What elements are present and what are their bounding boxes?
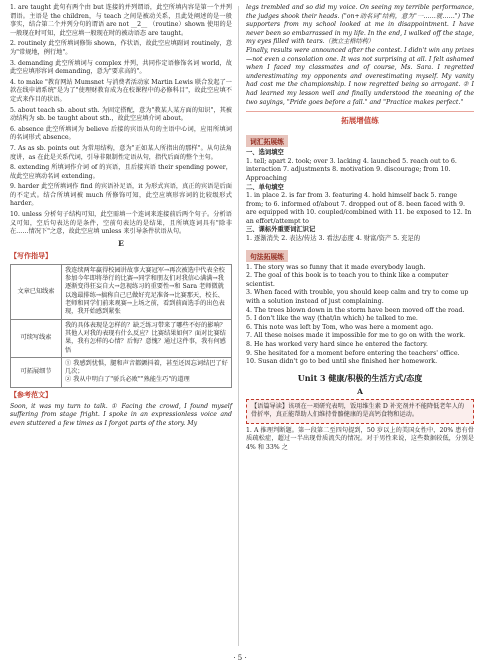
part2-title: 二、单句填空 bbox=[246, 183, 284, 191]
sentence-6: 6. This note was left by Tom, who was here a moment ago. bbox=[246, 323, 434, 331]
reading-guide-box: 【语篇导读】该项在一项研究表明，饭用维生素 D 补充剂并不能降低老年人的骨折率，真正能帮助人们维持骨骼健康的是高钙食物和运动。 bbox=[246, 399, 474, 424]
part3-answers: 1. 逐渐消失 2. 表达/传达 3. 看法/态度 4. 财富/资产 5. 充足的 bbox=[246, 235, 421, 243]
part3-title: 三、课标外重要词汇识记 bbox=[246, 226, 316, 234]
writing-guide-table bbox=[10, 264, 232, 388]
guide-content: 我连续两年赢得校园讲故事大赛冠军→再次被选中代表全校参加今年即将举行的比赛→同学和朋友们对我信心满满→我逐渐变得狂妄自大→忽视练习的重要性→和 Sara 老师微就以逸最排练→搞称自己已做好充足准备→比赛那天，校长、老师和同学们前来观赛→上场之前，看到前面选手的出色表现，我开始感到紧张 bbox=[62, 264, 232, 319]
table-row bbox=[11, 319, 232, 357]
sentence-5: 5. I don't like the way (that/in which) he talked to me. bbox=[246, 315, 418, 323]
part1-answers: 1. tell; apart 2. took; over 3. lacking 4. launched 5. reach out to 6. interaction 7. adjustments 8. motivation 9. discourage; from 10. Approaching bbox=[246, 157, 457, 182]
writing-guide-title: 【写作指导】 bbox=[10, 250, 52, 260]
sentence-8: 8. He has worked very hard since he entered the factory. bbox=[246, 341, 428, 348]
section-letter-a: A bbox=[357, 386, 363, 396]
section-banner: 拓展增值练 bbox=[246, 111, 474, 126]
note-9: 9. harder 此空所填词作 find 的宾语补足语，it 为形式宾语，真正的宾语是后面的不定式。结合所填词被 much 所修饰可知，此空应填形容词的比较级形式 harder。 bbox=[10, 183, 232, 208]
guide-label: 可续写线索 bbox=[11, 319, 62, 357]
vocab-section-tag: 词汇拓展练 bbox=[246, 135, 288, 147]
sentence-4: 4. The trees blown down in the storm have been moved off the road. bbox=[246, 306, 465, 314]
answer-notes bbox=[10, 4, 232, 237]
note-4: 4. to make "教育网站 Mumsnet 与消费者活动家 Martin Lewis 联合发起了一款在线申请系统"是为了"使理财教育成为在校课程中的必修科目"，故此空应填不定式来作目的状语。 bbox=[10, 78, 232, 103]
guide-label: 文章已知线索 bbox=[11, 264, 62, 319]
guide-content: 我的具体表现是怎样的？缺乏练习带来了哪些不好的影响？其他人对我的表现有什么反应？比赛结果如何？面对比赛结果，我有怎样的心情？后悔？意愧？通过这件事，我有何感悟 bbox=[62, 319, 232, 357]
table-row bbox=[11, 264, 232, 319]
left-column bbox=[10, 4, 232, 428]
unit-title: Unit 3 健康/积极的生活方式/态度 bbox=[297, 372, 423, 383]
note-7: 7. As as sb. points out 为常用结构，意为"正如某人所指出的那样"。从句法角度讲，as 在此是关系代词，引导非限制性定语从句，指代后面的整个主句。 bbox=[10, 144, 232, 161]
sentence-section-tag: 句法拓展练 bbox=[246, 250, 288, 262]
guide-content: ① 我感到忧惧，腿和声音都颤抖着，甚至还因忘词结巴了好几次； ② 我从中明白了"骄兵必败""熟能生巧"的道理 bbox=[62, 357, 232, 387]
reference-essay: Soon, it was my turn to talk. ① Facing the crowd, I found myself suffering from stage fright. I spoke in an expressionless voice and even stuttered a few times as I forgot parts of the story. My bbox=[10, 402, 232, 427]
section-letter-e: E bbox=[118, 238, 124, 248]
sentence-3: 3. When faced with trouble, you should keep calm and try to come up with a solution instead of just complaining. bbox=[246, 289, 469, 306]
guide-label: 可拓展细节 bbox=[11, 357, 62, 387]
column-divider bbox=[238, 6, 239, 646]
note-3: 3. demanding 此空所填词与 complex 并列，共同作定语修饰名词 world，故此空应填形容词 demanding，意为"要求高的"。 bbox=[10, 59, 232, 76]
note-8: 8. extending 所填词作介词 of 的宾语，且后接宾语 their spending power，故此空应填动名词 extending。 bbox=[10, 164, 232, 180]
sentence-2: 2. The goal of this book is to teach you to think like a computer scientist. bbox=[246, 272, 449, 288]
table-row bbox=[11, 357, 232, 387]
sentence-10: 10. Susan didn't go to bed until she finished her homework. bbox=[246, 358, 438, 366]
right-column bbox=[246, 4, 474, 454]
note-10: 10. unless 分析句子结构可知，此空需填一个连词来连接前后两个句子。分析语义可知，空后句表达的是条件，空前句表达的是结果，且所填连词具有"除非在……情况下"之意，故此空应填 unless 来引导条件状语从句。 bbox=[10, 211, 232, 236]
reference-essay-title: 【参考范文】 bbox=[10, 389, 52, 399]
sentence-7: 7. All these noises made it impossible for me to go on with the work. bbox=[246, 332, 466, 340]
note-6: 6. absence 此空所填词为 believe 后接的宾语从句的主语中心词，应用所填词的名词形式 absence。 bbox=[10, 125, 232, 142]
sentence-9: 9. She hesitated for a moment before entering the teachers' office. bbox=[246, 349, 460, 357]
note-1: 1. are taught 此句有两个由 but 连接的并列谓语，此空所填内容是第一个并列谓语。主语是 the children，与 teach 之间是被动关系，且此处阐述的是一般事实，结合第二个并列分句的谓语 are not __2__ （routine）shown 使用的是一般现在时可知，此空应填一般现在时的被动语态 are taught。 bbox=[10, 4, 232, 37]
sentence-1: 1. The story was so funny that it made everybody laugh. bbox=[246, 263, 426, 271]
page-number: · 5 · bbox=[233, 654, 247, 662]
part1-title: 一、选词填空 bbox=[246, 149, 284, 157]
note-5: 5. about teach sb. about sth. 为固定搭配，意为"教某人某方面的知识"，其被动结构为 sb. be taught about sth.，故此空应填介词 about。 bbox=[10, 106, 232, 123]
note-2: 2. routinely 此空所填词修饰 shown，作状语，故此空应填副词 routinely，意为"常规地，例行地"。 bbox=[10, 40, 232, 56]
part2-answers: 1. in place 2. is far from 3. featuring 4. hold himself back 5. range from; to 6. informed of/about 7. dropped out of 8. been faced with 9. are equipped with 10. coupled/combined with 11. be exposed to 12. In an effort/attempt to bbox=[246, 192, 472, 225]
answer-item-1: 1. A 推理判断题。第一段第二至四句提到，50 岁以上的美国女性中，20% 患有骨质疏松症，超过一半出现骨质流失的情况。对于男性来说，这些数据较低，分别是 4% 和 33% 之 bbox=[246, 426, 474, 451]
reference-essay-continued: legs trembled and so did my voice. On seeing my terrible performance, the judges shook their heads. ("on+动名词"结构，意为"一……就……") The supporters from my school looked at me in disappointment. I have never been so embarrassed in my life. In the end, I walked off the stage, my eyes filled with tears.（独立主格结构） Finally, results were announced after the contest. I didn't win any prizes—not even a consolation one. It was not surprising at all. I felt ashamed when I faced my classmates and of course, Ms. Sara. I regretted underestimating my opponents and overestimating myself. My vanity had cost me the championship. I now regretted being so arrogant. ② I had learned my lesson well and finally understood the meaning of the two sayings, "Pride goes before a fall." and "Practice makes perfect." bbox=[246, 4, 474, 106]
